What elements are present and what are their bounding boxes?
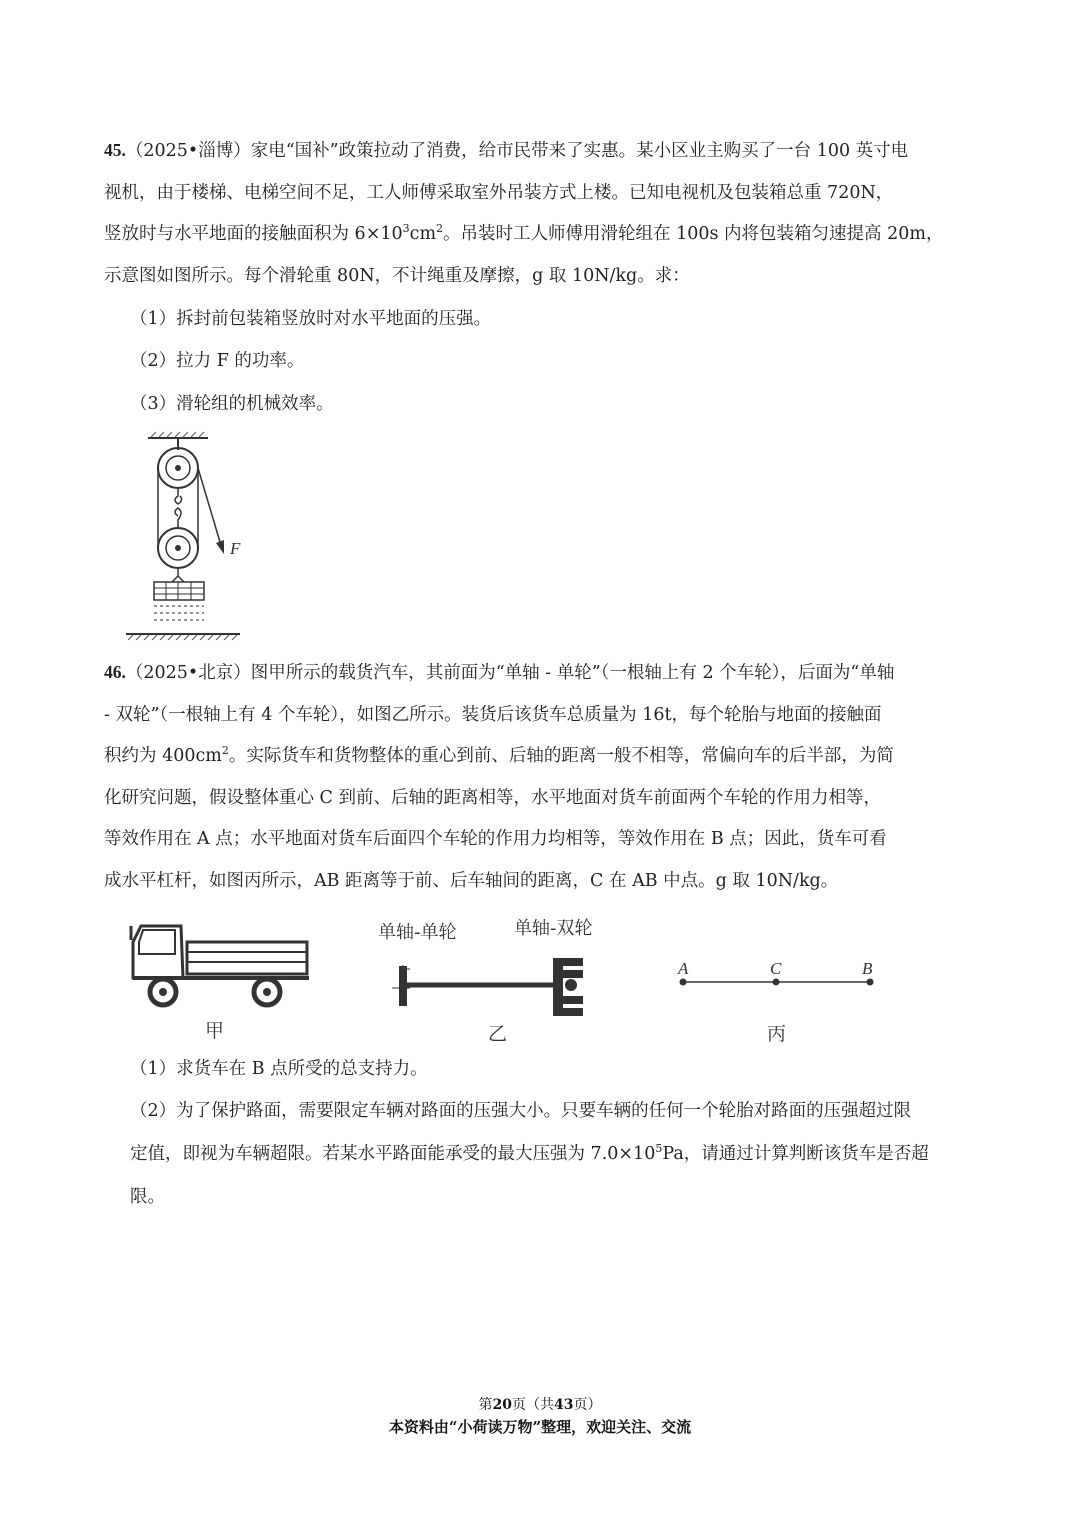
q46-sub-2-line-3: 限。 bbox=[130, 1187, 165, 1207]
q45-number: 45. bbox=[104, 140, 126, 160]
q46-exp-2: 2 bbox=[221, 744, 229, 758]
axle-label-dual: 单轴-双轮 bbox=[514, 918, 593, 939]
axle-label-single: 单轴-单轮 bbox=[378, 922, 457, 943]
package-box bbox=[154, 582, 204, 620]
q45-sub-2: （2）拉力 F 的功率。 bbox=[130, 351, 305, 371]
axle-figure bbox=[385, 940, 595, 1020]
point-a bbox=[680, 979, 687, 986]
q45-unit-cm: cm bbox=[409, 224, 437, 244]
point-b bbox=[867, 979, 874, 986]
q46-line-1: 图甲所示的载货汽车，其前面为“单轴 - 单轮”（一根轴上有 2 个车轮），后面为“单轴 bbox=[250, 663, 895, 683]
q45-text bbox=[104, 130, 980, 297]
q46-number: 46. bbox=[104, 662, 126, 682]
q46-line-5: 等效作用在 A 点；水平地面对货车后面四个车轮的作用力均相等，等效作用在 B 点；因此，货车可看 bbox=[104, 829, 887, 849]
caption-yi: 乙 bbox=[488, 1023, 508, 1045]
q45-sub-1: （1）拆封前包装箱竖放时对水平地面的压强。 bbox=[130, 309, 492, 329]
footer-credit: 本资料由“小荷读万物”整理，欢迎关注、交流 bbox=[388, 1418, 692, 1436]
caption-jia: 甲 bbox=[205, 1020, 225, 1042]
q45-line-4: 示意图如图所示。每个滑轮重 80N，不计绳重及摩擦，g 取 10N/kg。求： bbox=[104, 265, 690, 286]
point-c-label: C bbox=[770, 959, 782, 978]
pulley-figure bbox=[120, 430, 260, 645]
q46-sub-1: （1）求货车在 B 点所受的总支持力。 bbox=[130, 1059, 428, 1079]
caption-bing: 丙 bbox=[767, 1023, 787, 1045]
point-a-label: A bbox=[678, 959, 689, 978]
q45-sub-3: （3）滑轮组的机械效率。 bbox=[130, 394, 334, 414]
q45-line-3b: 。吊装时工人师傅用滑轮组在 100s 内将包装箱匀速提高 20m， bbox=[443, 224, 944, 244]
lever-figure bbox=[670, 952, 890, 996]
q45-line-2: 视机，由于楼梯、电梯空间不足，工人师傅采取室外吊装方式上楼。已知电视机及包装箱总重 720N， bbox=[104, 182, 894, 203]
point-c bbox=[773, 979, 780, 986]
q46-line-4: 化研究问题，假设整体重心 C 到前、后轴的距离相等，水平地面对货车前面两个车轮的作用力相等， bbox=[104, 787, 882, 808]
q46-sub-2-line-1: （2）为了保护路面，需要限定车辆对路面的压强大小。只要车辆的任何一个轮胎对路面的压强超过限 bbox=[130, 1101, 912, 1121]
force-label: F bbox=[230, 539, 241, 558]
pull-rope bbox=[198, 468, 220, 542]
q46-sub-2 bbox=[130, 1090, 980, 1219]
q46-line-2: - 双轮”（一根轴上有 4 个车轮），如图乙所示。装货后该货车总质量为 16t，每个轮胎与地面的接触面 bbox=[104, 704, 882, 725]
q46-text bbox=[104, 652, 980, 902]
q46-line-3b: 。实际货车和货物整体的重心到前、后轴的距离一般不相等，常偏向车的后半部，为简 bbox=[228, 746, 894, 766]
q46-sub-2-line-2a: 定值，即视为车辆超限。若某水平路面能承受的最大压强为 7.0×10 bbox=[130, 1144, 656, 1164]
q46-exp-5: 5 bbox=[655, 1142, 663, 1156]
q45-line-1: 家电“国补”政策拉动了消费，给市民带来了实惠。某小区业主购买了一台 100 英寸电 bbox=[250, 141, 909, 161]
page-number: 第20页（共43页） bbox=[478, 1397, 602, 1413]
q45-exp-2: 2 bbox=[436, 222, 444, 236]
moving-pulley bbox=[158, 528, 198, 568]
q45-line-3a: 竖放时与水平地面的接触面积为 6×10 bbox=[104, 224, 403, 244]
q45-source: （2025•淄博） bbox=[125, 141, 251, 161]
q46-source: （2025•北京） bbox=[125, 663, 251, 683]
q46-line-6: 成水平杠杆，如图丙所示，AB 距离等于前、后车轴间的距离，C 在 AB 中点。g 取 10N/kg。 bbox=[104, 870, 839, 891]
point-b-label: B bbox=[862, 959, 873, 978]
truck-figure bbox=[125, 918, 315, 1010]
q45-exp-3: 3 bbox=[402, 222, 410, 236]
force-arrow-icon bbox=[216, 540, 224, 554]
fixed-pulley bbox=[158, 448, 198, 488]
q46-line-3a: 积约为 400cm bbox=[104, 746, 222, 766]
q46-sub-2-line-2b: Pa，请通过计算判断该货车是否超 bbox=[662, 1144, 929, 1164]
